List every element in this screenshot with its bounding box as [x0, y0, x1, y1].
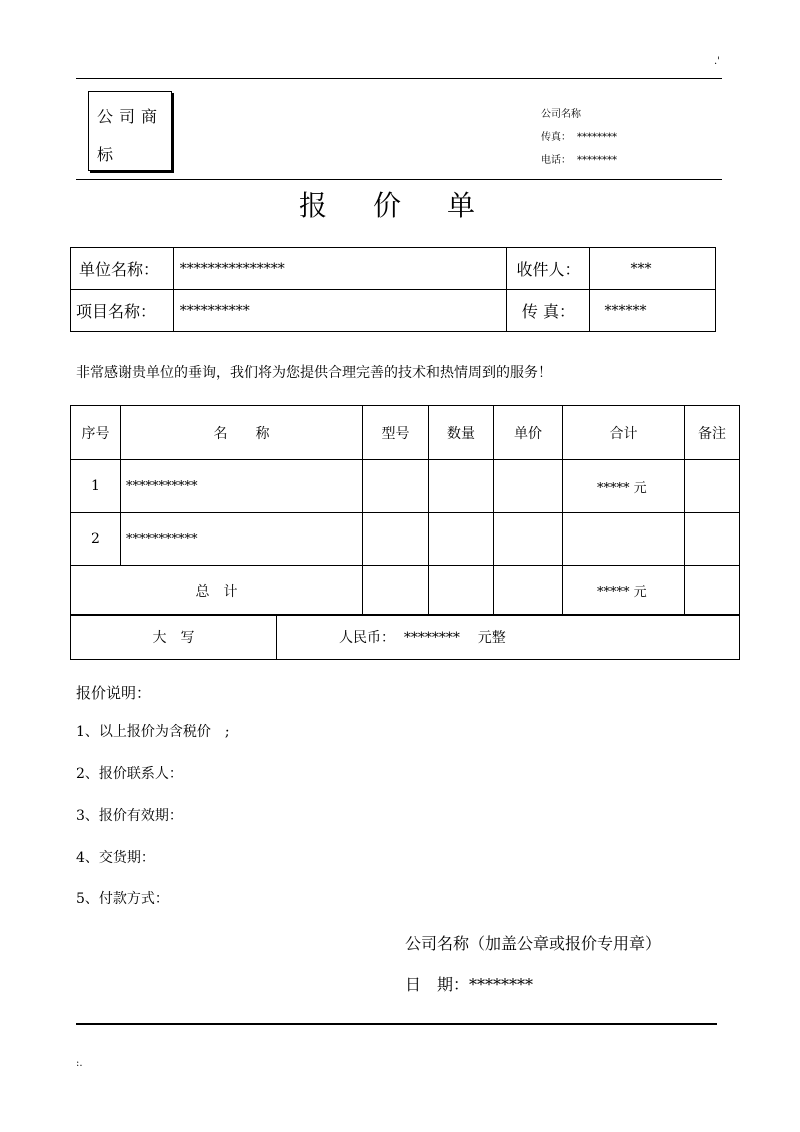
capital-value: 人民币： ******** 元整 [277, 615, 740, 660]
client-fax-value: ****** [590, 290, 716, 332]
company-fax [541, 126, 617, 149]
header-rule-top [76, 78, 722, 79]
company-phone [541, 149, 617, 172]
header-qty: 数量 [429, 406, 494, 460]
header-total: 合计 [563, 406, 685, 460]
row-model [363, 460, 429, 513]
sum-model [363, 566, 429, 616]
recipient-value: *** [590, 248, 716, 290]
project-value: ********** [173, 290, 507, 332]
company-fax-value: ******** [577, 132, 617, 143]
corner-mark-top: .' [714, 56, 720, 67]
sum-qty [429, 566, 494, 616]
table-header-row [71, 406, 740, 460]
row-unit-price [494, 513, 563, 566]
company-fax-label: 传真： [541, 132, 571, 143]
capital-amount-table [70, 614, 740, 660]
document-title: 报价单 [298, 189, 521, 222]
row-no: 2 [71, 513, 121, 566]
client-fax-label: 传 真： [507, 290, 590, 332]
footer-rule [76, 1023, 717, 1025]
header-rule-bottom [76, 179, 722, 180]
row-total [563, 513, 685, 566]
capital-label: 大 写 [71, 615, 277, 660]
notes-heading: 报价说明： [76, 684, 152, 702]
sum-unit-price [494, 566, 563, 616]
sum-value: ***** 元 [563, 566, 685, 616]
note-item: 5、付款方式： [76, 891, 169, 907]
company-phone-label: 电话： [541, 155, 571, 166]
row-remark [685, 460, 740, 513]
header-unit-price: 单价 [494, 406, 563, 460]
note-item: 1、以上报价为含税价 ; [76, 724, 230, 740]
recipient-label: 收件人： [507, 248, 590, 290]
corner-mark-bottom: :. [76, 1058, 83, 1069]
company-logo-placeholder: 公司商标 [88, 91, 172, 171]
unit-value: *************** [173, 248, 507, 290]
row-remark [685, 513, 740, 566]
header-model: 型号 [363, 406, 429, 460]
header-no: 序号 [71, 406, 121, 460]
company-info [541, 103, 617, 172]
quote-items-table [70, 405, 740, 616]
unit-label: 单位名称： [71, 248, 174, 290]
row-unit-price [494, 460, 563, 513]
row-model [363, 513, 429, 566]
sum-row [71, 566, 740, 616]
header-name: 名 称 [121, 406, 363, 460]
sum-label: 总 计 [71, 566, 363, 616]
company-name: 公司名称 [541, 109, 581, 120]
table-row [71, 460, 740, 513]
signature-date: 日 期：******** [405, 975, 534, 994]
sum-remark [685, 566, 740, 616]
row-name: *********** [121, 460, 363, 513]
signature-company: 公司名称（加盖公章或报价专用章） [405, 934, 662, 953]
row-qty [429, 460, 494, 513]
note-item: 3、报价有效期： [76, 808, 183, 824]
row-qty [429, 513, 494, 566]
header-remark: 备注 [685, 406, 740, 460]
company-phone-value: ******** [577, 155, 617, 166]
note-item: 4、交货期： [76, 850, 155, 866]
project-label: 项目名称： [71, 290, 174, 332]
row-name: *********** [121, 513, 363, 566]
note-item: 2、报价联系人： [76, 766, 183, 782]
row-total: ***** 元 [563, 460, 685, 513]
thanks-message: 非常感谢贵单位的垂询，我们将为您提供合理完善的技术和热情周到的服务！ [76, 365, 552, 381]
client-info-table [70, 247, 716, 332]
row-no: 1 [71, 460, 121, 513]
table-row [71, 513, 740, 566]
